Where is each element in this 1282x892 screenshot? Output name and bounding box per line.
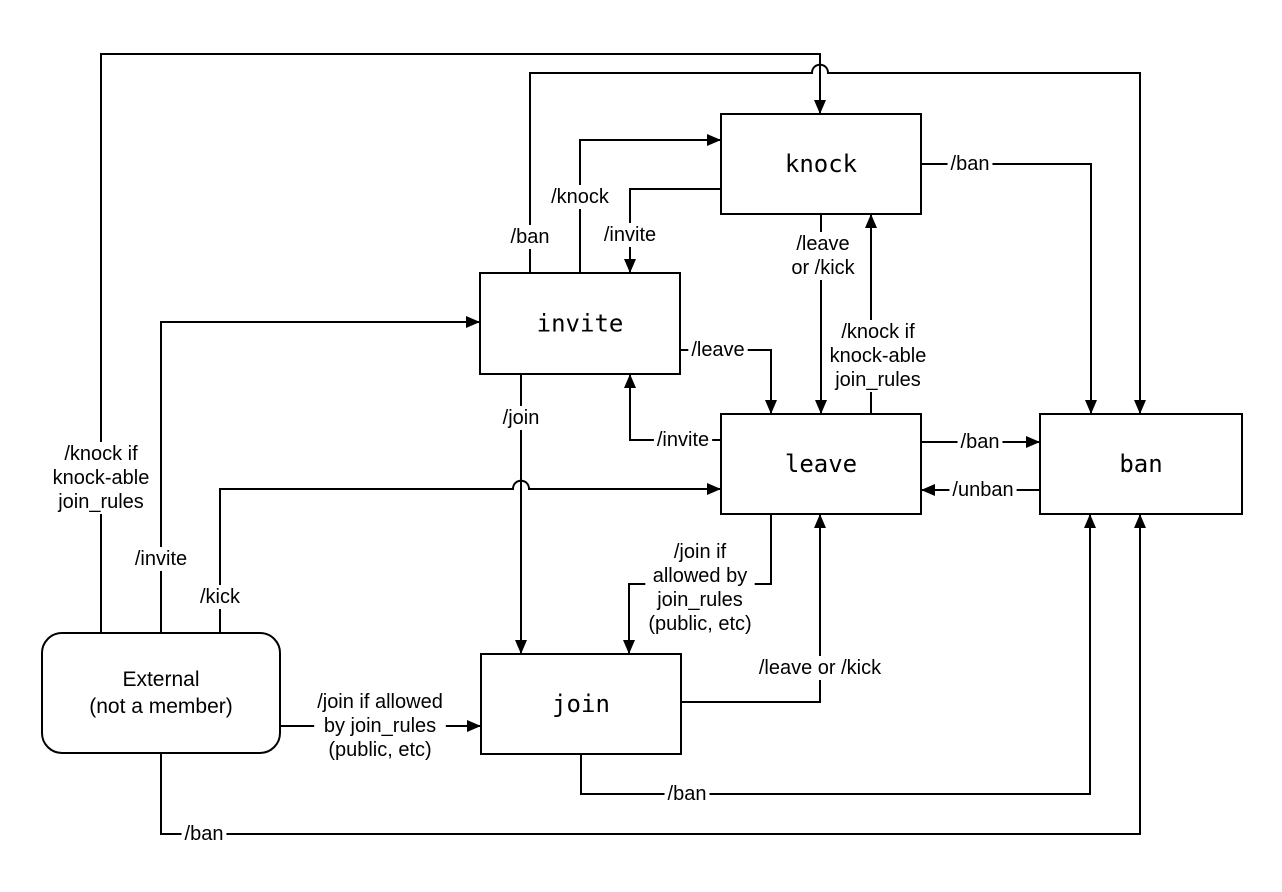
state-label-join: join [552, 690, 610, 718]
edge-label-text: /knock [551, 186, 609, 208]
edge-label-text: /ban [667, 783, 707, 805]
edge-label-text: /leave or /kick [791, 233, 855, 279]
state-label-ban: ban [1119, 450, 1163, 478]
edge-label-leave-ban [958, 430, 1003, 454]
state-label-invite: invite [536, 309, 624, 338]
edge-label-invite-knock [548, 185, 613, 209]
edge-label-invite-join [500, 406, 543, 430]
state-invite [480, 273, 680, 374]
edge-label-text: /kick [200, 586, 240, 608]
edge-label-text: /unban [952, 479, 1014, 501]
state-label-leave: leave [784, 450, 858, 478]
edge-label-text: /invite [134, 548, 188, 570]
edge-label-ban-leave [949, 478, 1016, 502]
edge-label-external-knock [50, 442, 153, 514]
state-leave [721, 414, 921, 514]
edge-label-invite-ban [508, 225, 553, 249]
edge-label-external-ban [182, 822, 227, 846]
state-knock [721, 114, 921, 214]
state-ban [1040, 414, 1242, 514]
edge-label-external-invite [132, 547, 190, 571]
state-join [481, 654, 681, 754]
edge-label-text: /invite [656, 429, 710, 451]
edge-label-text: /leave [691, 339, 745, 361]
edge-label-text: /invite [603, 224, 657, 246]
edge-label-text: /ban [960, 431, 1000, 453]
edge-label-join-ban [665, 782, 710, 806]
edge-label-join-leave [756, 656, 885, 680]
state-label-knock: knock [784, 150, 858, 178]
edge-label-text: /knock if knock-able join_rules [52, 443, 150, 513]
edge-label-knock-ban [948, 152, 993, 176]
edge-label-text: /knock if knock-able join_rules [829, 321, 927, 391]
edge-label-external-join [314, 690, 446, 762]
edge-label-external-leave [197, 585, 244, 609]
edge-label-text: /join [502, 407, 540, 429]
edge-label-text: /join if allowed by join_rules (public, etc) [648, 541, 752, 635]
edge-label-text: /ban [510, 226, 550, 248]
edge-label-text: /ban [184, 823, 224, 845]
edge-label-knock-invite [601, 223, 659, 247]
edge-label-leave-knock [827, 320, 930, 392]
edge-knock-ban [921, 164, 1091, 414]
edge-label-leave-invite [654, 428, 712, 452]
states-layer [42, 114, 1242, 754]
edge-label-text: /join if allowed by join_rules (public, etc) [317, 691, 443, 761]
edge-label-text: /ban [950, 153, 990, 175]
edge-label-leave-join [645, 540, 754, 636]
edge-label-invite-leave [688, 338, 747, 362]
edge-label-knock-leave [788, 232, 858, 280]
state-label-external: External (not a member) [89, 668, 233, 718]
state-external [42, 633, 280, 753]
edge-label-text: /leave or /kick [758, 657, 882, 679]
